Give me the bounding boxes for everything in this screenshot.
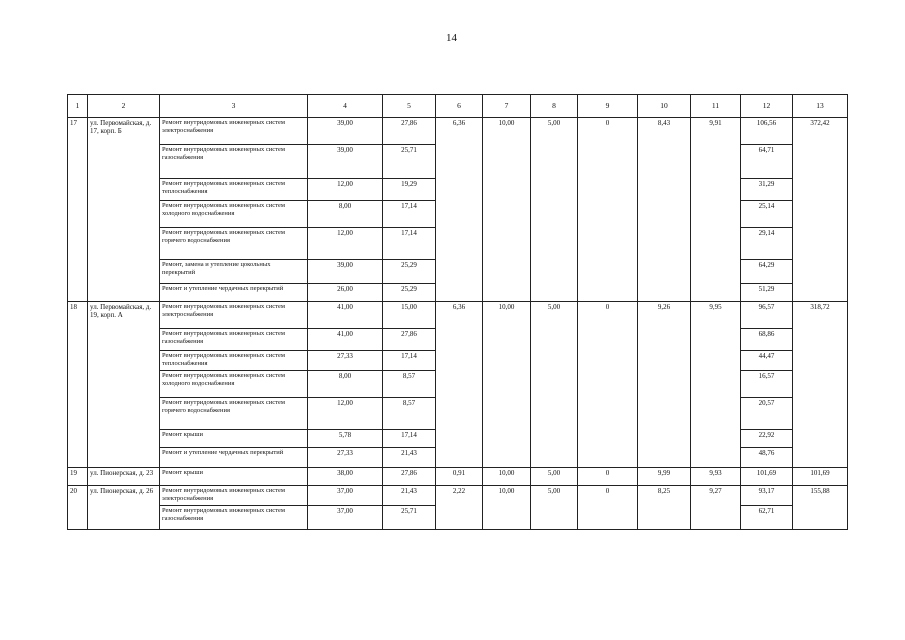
col4-cell: 5,78 xyxy=(308,430,383,448)
address-cell: ул. Пионерская, д. 26 xyxy=(88,486,160,530)
header-cell: 5 xyxy=(383,95,436,118)
row-number: 19 xyxy=(68,468,88,486)
row-number: 18 xyxy=(68,302,88,468)
col4-cell: 41,00 xyxy=(308,329,383,351)
col12-cell: 31,29 xyxy=(741,179,793,201)
col12-cell: 64,29 xyxy=(741,260,793,284)
col5-cell: 17,14 xyxy=(383,351,436,371)
col5-cell: 25,71 xyxy=(383,506,436,530)
col4-cell: 37,00 xyxy=(308,506,383,530)
header-cell: 4 xyxy=(308,95,383,118)
col8-cell: 5,00 xyxy=(531,118,578,302)
header-row xyxy=(68,95,848,118)
col5-cell: 19,29 xyxy=(383,179,436,201)
table-row xyxy=(68,302,848,329)
col5-cell: 25,29 xyxy=(383,260,436,284)
header-cell: 1 xyxy=(68,95,88,118)
work-type-cell: Ремонт внутридомовых инженерных систем теплоснабжения xyxy=(160,179,308,201)
col4-cell: 27,33 xyxy=(308,448,383,468)
col5-cell: 17,14 xyxy=(383,201,436,228)
col12-cell: 48,76 xyxy=(741,448,793,468)
table-row xyxy=(68,486,848,506)
col12-cell: 64,71 xyxy=(741,145,793,179)
col12-cell: 96,57 xyxy=(741,302,793,329)
table-row xyxy=(68,118,848,145)
col6-cell: 6,36 xyxy=(436,118,483,302)
col5-cell: 8,57 xyxy=(383,371,436,398)
work-type-cell: Ремонт внутридомовых инженерных систем электроснабжения xyxy=(160,302,308,329)
col12-cell: 25,14 xyxy=(741,201,793,228)
col12-cell: 44,47 xyxy=(741,351,793,371)
col11-cell: 9,91 xyxy=(691,118,741,302)
col5-cell: 21,43 xyxy=(383,486,436,506)
col12-cell: 20,57 xyxy=(741,398,793,430)
col11-cell: 9,93 xyxy=(691,468,741,486)
col11-cell: 9,27 xyxy=(691,486,741,530)
col12-cell: 29,14 xyxy=(741,228,793,260)
repair-cost-table xyxy=(67,94,848,530)
col6-cell: 0,91 xyxy=(436,468,483,486)
col4-cell: 39,00 xyxy=(308,118,383,145)
col5-cell: 25,71 xyxy=(383,145,436,179)
work-type-cell: Ремонт внутридомовых инженерных систем газоснабжения xyxy=(160,329,308,351)
col4-cell: 39,00 xyxy=(308,145,383,179)
col4-cell: 8,00 xyxy=(308,201,383,228)
work-type-cell: Ремонт и утепление чердачных перекрытий xyxy=(160,284,308,302)
work-type-cell: Ремонт внутридомовых инженерных систем холодного водоснабжения xyxy=(160,371,308,398)
work-type-cell: Ремонт внутридомовых инженерных систем теплоснабжения xyxy=(160,351,308,371)
col8-cell: 5,00 xyxy=(531,302,578,468)
table-row xyxy=(68,468,848,486)
col5-cell: 21,43 xyxy=(383,448,436,468)
col9-cell: 0 xyxy=(578,468,638,486)
work-type-cell: Ремонт внутридомовых инженерных систем горячего водоснабжения xyxy=(160,228,308,260)
work-type-cell: Ремонт внутридомовых инженерных систем газоснабжения xyxy=(160,506,308,530)
col13-total-cell: 155,88 xyxy=(793,486,848,530)
col10-cell: 9,99 xyxy=(638,468,691,486)
col10-cell: 8,43 xyxy=(638,118,691,302)
work-type-cell: Ремонт крыши xyxy=(160,468,308,486)
work-type-cell: Ремонт внутридомовых инженерных систем электроснабжения xyxy=(160,486,308,506)
col7-cell: 10,00 xyxy=(483,118,531,302)
col5-cell: 27,86 xyxy=(383,329,436,351)
col5-cell: 27,86 xyxy=(383,468,436,486)
address-cell: ул. Пионерская, д. 23 xyxy=(88,468,160,486)
col13-total-cell: 101,69 xyxy=(793,468,848,486)
col10-cell: 9,26 xyxy=(638,302,691,468)
col11-cell: 9,95 xyxy=(691,302,741,468)
col12-cell: 51,29 xyxy=(741,284,793,302)
col5-cell: 17,14 xyxy=(383,228,436,260)
col4-cell: 12,00 xyxy=(308,179,383,201)
col9-cell: 0 xyxy=(578,118,638,302)
header-cell: 10 xyxy=(638,95,691,118)
work-type-cell: Ремонт внутридомовых инженерных систем газоснабжения xyxy=(160,145,308,179)
col5-cell: 25,29 xyxy=(383,284,436,302)
col12-cell: 101,69 xyxy=(741,468,793,486)
header-cell: 8 xyxy=(531,95,578,118)
col4-cell: 26,00 xyxy=(308,284,383,302)
work-type-cell: Ремонт, замена и утепление цокольных перекрытий xyxy=(160,260,308,284)
header-cell: 13 xyxy=(793,95,848,118)
header-cell: 9 xyxy=(578,95,638,118)
col6-cell: 2,22 xyxy=(436,486,483,530)
col5-cell: 15,00 xyxy=(383,302,436,329)
col5-cell: 8,57 xyxy=(383,398,436,430)
col10-cell: 8,25 xyxy=(638,486,691,530)
col7-cell: 10,00 xyxy=(483,486,531,530)
work-type-cell: Ремонт внутридомовых инженерных систем горячего водоснабжения xyxy=(160,398,308,430)
col7-cell: 10,00 xyxy=(483,468,531,486)
header-cell: 11 xyxy=(691,95,741,118)
col4-cell: 39,00 xyxy=(308,260,383,284)
work-type-cell: Ремонт внутридомовых инженерных систем холодного водоснабжения xyxy=(160,201,308,228)
col4-cell: 12,00 xyxy=(308,398,383,430)
header-cell: 6 xyxy=(436,95,483,118)
col4-cell: 8,00 xyxy=(308,371,383,398)
row-number: 17 xyxy=(68,118,88,302)
col13-total-cell: 372,42 xyxy=(793,118,848,302)
col8-cell: 5,00 xyxy=(531,486,578,530)
col12-cell: 62,71 xyxy=(741,506,793,530)
header-cell: 12 xyxy=(741,95,793,118)
col7-cell: 10,00 xyxy=(483,302,531,468)
header-cell: 2 xyxy=(88,95,160,118)
work-type-cell: Ремонт и утепление чердачных перекрытий xyxy=(160,448,308,468)
col6-cell: 6,36 xyxy=(436,302,483,468)
address-cell: ул. Первомайская, д. 17, корп. Б xyxy=(88,118,160,302)
col9-cell: 0 xyxy=(578,302,638,468)
col12-cell: 68,86 xyxy=(741,329,793,351)
col4-cell: 41,00 xyxy=(308,302,383,329)
work-type-cell: Ремонт крыши xyxy=(160,430,308,448)
work-type-cell: Ремонт внутридомовых инженерных систем электроснабжения xyxy=(160,118,308,145)
col9-cell: 0 xyxy=(578,486,638,530)
header-cell: 7 xyxy=(483,95,531,118)
col4-cell: 27,33 xyxy=(308,351,383,371)
col5-cell: 17,14 xyxy=(383,430,436,448)
col4-cell: 38,00 xyxy=(308,468,383,486)
col12-cell: 16,57 xyxy=(741,371,793,398)
col5-cell: 27,86 xyxy=(383,118,436,145)
col4-cell: 12,00 xyxy=(308,228,383,260)
col12-cell: 93,17 xyxy=(741,486,793,506)
col8-cell: 5,00 xyxy=(531,468,578,486)
col4-cell: 37,00 xyxy=(308,486,383,506)
table-body xyxy=(68,95,848,530)
col13-total-cell: 318,72 xyxy=(793,302,848,468)
row-number: 20 xyxy=(68,486,88,530)
page-number: 14 xyxy=(446,32,457,44)
col12-cell: 22,92 xyxy=(741,430,793,448)
header-cell: 3 xyxy=(160,95,308,118)
address-cell: ул. Первомайская, д. 19, корп. А xyxy=(88,302,160,468)
col12-cell: 106,56 xyxy=(741,118,793,145)
